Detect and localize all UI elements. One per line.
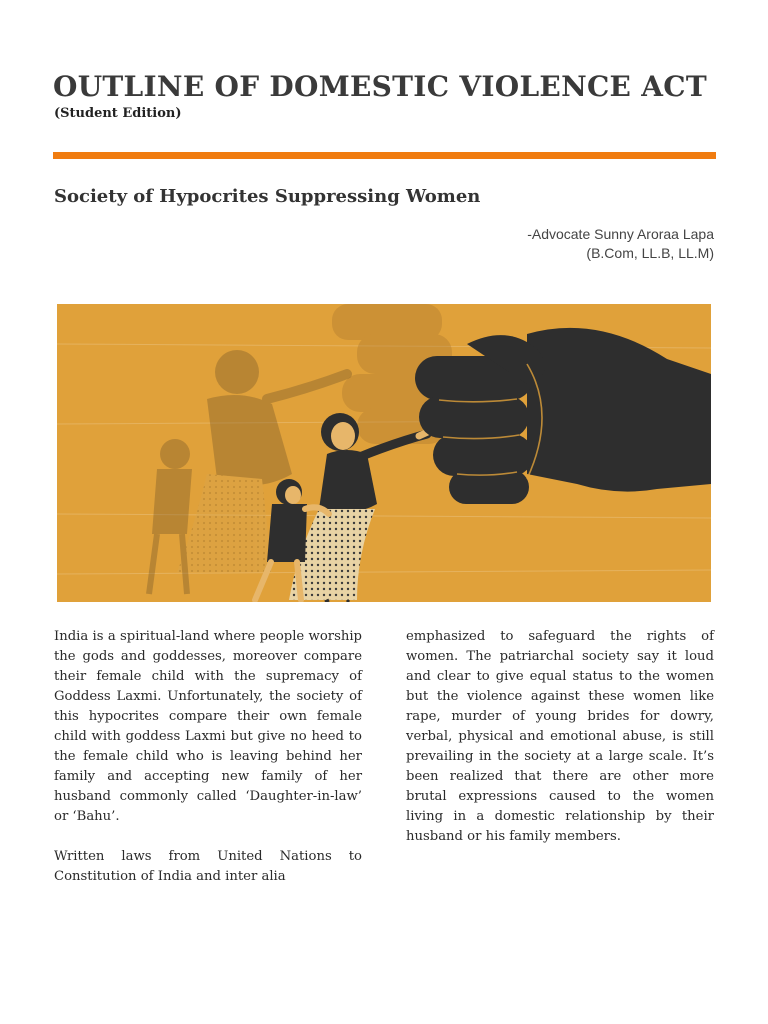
author-credentials: (B.Com, LL.B, LL.M) xyxy=(586,245,714,261)
body-column-left xyxy=(54,627,362,907)
document-title: OUTLINE OF DOMESTIC VIOLENCE ACT xyxy=(53,70,707,103)
orange-divider xyxy=(53,152,716,159)
author-name: -Advocate Sunny Aroraa Lapa xyxy=(527,226,714,242)
article-title: Society of Hypocrites Suppressing Women xyxy=(54,186,481,207)
domestic-violence-illustration xyxy=(57,304,711,602)
paragraph: emphasized to safeguard the rights of women. The patriarchal society say it loud and clear to give equal status to the women but the violence against these women like rape, murder of young brides for dowry, verbal, physical and emotional abuse, is still prevailing in the society at a large scale. It’s been realized that there are other more brutal expressions caused to the women living in a domestic relationship by their husband or his family members. xyxy=(406,629,714,844)
edition-label: (Student Edition) xyxy=(54,106,182,121)
paragraph: Written laws from United Nations to Constitution of India and inter alia xyxy=(54,849,362,884)
byline xyxy=(527,225,714,263)
paragraph: India is a spiritual-land where people worship the gods and goddesses, moreover compare their female child with the supremacy of Goddess Laxmi. Unfortunately, the society of this hypocrites compare their own female child with goddess Laxmi but give no heed to the female child who is leaving behind her family and accepting new family of her husband commonly called ‘Daughter-in-law’ or ‘Bahu’. xyxy=(54,629,362,824)
body-column-right xyxy=(406,627,714,867)
